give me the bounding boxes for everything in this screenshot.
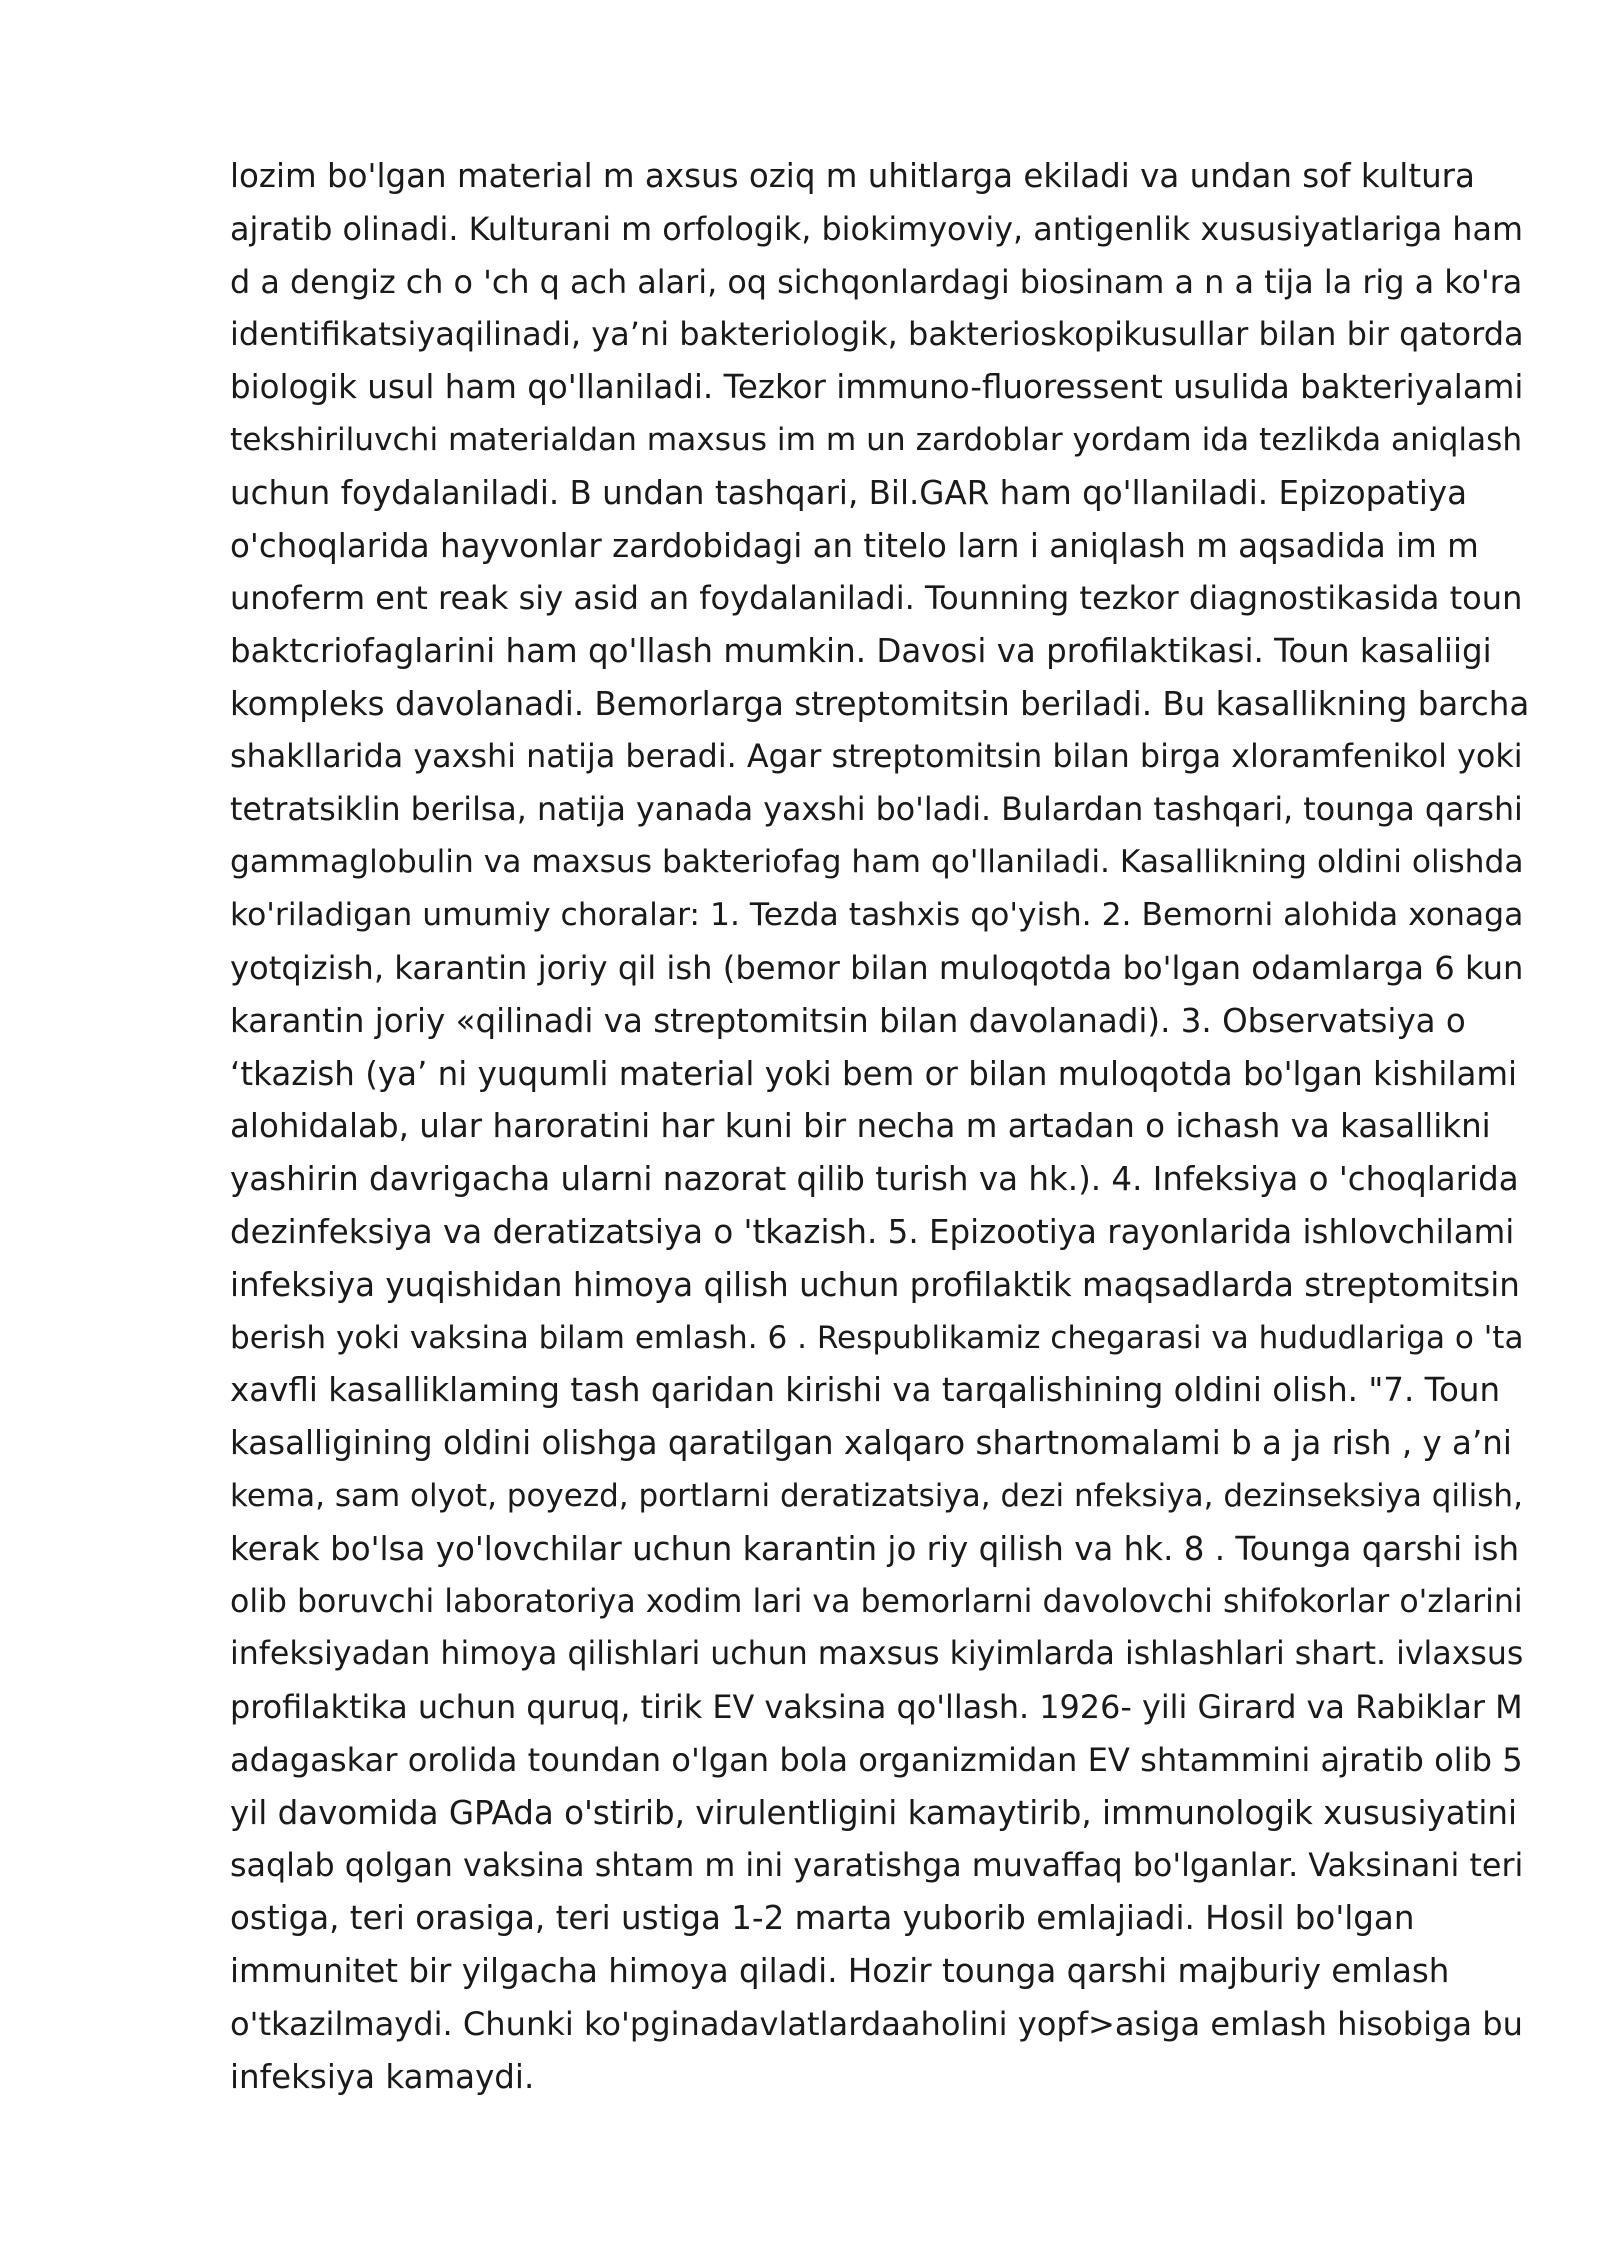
text-line: alohidalab, ular haroratini har kuni bir necha m artadan o ichash va kasallikni: [230, 1107, 1491, 1146]
text-line: ostiga, teri orasiga, teri ustiga 1-2 marta yuborib emlajiadi. Hosil bo'lgan: [230, 1899, 1415, 1938]
text-line: kompleks davolanadi. Bemorlarga streptomitsin beriladi. Bu kasallikning barcha: [230, 684, 1530, 723]
text-line: ‘tkazish (ya’ ni yuqumli material yoki bem or bilan muloqotda bo'lgan kishilami: [230, 1054, 1518, 1093]
text-line: olib boruvchi laboratoriya xodim lari va bemorlarni davolovchi shifokorlar o'zlarini: [230, 1583, 1523, 1620]
text-line: yotqizish, karantin joriy qil ish (bemor bilan muloqotda bo'lgan odamlarga 6 kun: [230, 948, 1524, 987]
text-line: unoferm ent reak siy asid an foydalaniladi. Tounning tezkor diagnostikasida toun: [230, 579, 1523, 618]
text-line: infeksiya yuqishidan himoya qilish uchun profilaktik maqsadlarda streptomitsin: [230, 1265, 1520, 1304]
text-line: infeksiya kamaydi.: [230, 2057, 535, 2096]
text-line: profilaktika uchun quruq, tirik EV vaksina qo'llash. 1926- yili Girard va Rabiklar M: [230, 1688, 1523, 1727]
text-line: lozim bo'lgan material m axsus oziq m uhitlarga ekiladi va undan sof kultura: [230, 157, 1475, 195]
text-line: biologik usul ham qo'llaniladi. Tezkor immuno-fluoressent usulida bakteriyalami: [230, 368, 1524, 407]
text-line: ajratib olinadi. Kulturani m orfologik, biokimyoviy, antigenlik xususiyatlariga ham: [230, 209, 1523, 248]
text-line: yil davomida GPAda o'stirib, virulentligini kamaytirib, immunologik xususiyatini: [230, 1793, 1518, 1832]
text-line: o'tkazilmaydi. Chunki ko'pginadavlatlardaaholini yopf>asiga emlash hisobiga bu: [230, 2004, 1523, 2043]
text-line: gammaglobulin va maxsus bakteriofag ham qo'llaniladi. Kasallikning oldini olishda: [230, 844, 1524, 881]
text-line: dezinfeksiya va deratizatsiya o 'tkazish. 5. Epizootiya rayonlarida ishlovchilami: [230, 1212, 1515, 1251]
text-line: adagaskar orolida toundan o'lgan bola organizmidan EV shtammini ajratib olib 5: [230, 1740, 1523, 1779]
text-line: tekshiriluvchi materialdan maxsus im m un zardoblar yordam ida tezlikda aniqlash: [230, 421, 1523, 458]
text-line: immunitet bir yilgacha himoya qiladi. Hozir tounga qarshi majburiy emlash: [230, 1952, 1450, 1991]
text-line: berish yoki vaksina bilam emlash. 6 . Respublikamiz chegarasi va hududlariga o 'ta: [230, 1319, 1524, 1356]
text-line: uchun foydalaniladi. B undan tashqari, Bil.GAR ham qo'llaniladi. Epizopatiya: [230, 473, 1468, 512]
text-line: o'choqlarida hayvonlar zardobidagi an titelo larn i aniqlash m aqsadida im m: [230, 526, 1479, 565]
text-line: yashirin davrigacha ularni nazorat qilib turish va hk.). 4. Infeksiya o 'choqlarida: [230, 1160, 1519, 1199]
text-line: karantin joriy «qilinadi va streptomitsin bilan davolanadi). 3. Observatsiya o: [230, 1001, 1466, 1040]
text-line: saqlab qolgan vaksina shtam m ini yaratishga muvaffaq bo'lganlar. Vaksinani teri: [230, 1847, 1524, 1884]
text-line: xavfli kasalliklaming tash qaridan kirishi va tarqalishining oldini olish. "7. Toun: [230, 1371, 1501, 1410]
text-line: tetratsiklin berilsa, natija yanada yaxshi bo'ladi. Bulardan tashqari, tounga qarshi: [230, 791, 1523, 828]
text-line: d a dengiz ch o 'ch q ach alari, oq sichqonlardagi biosinam a n a tija la rig a ko'ra: [230, 262, 1523, 301]
text-line: kema, sam olyot, poyezd, portlarni deratizatsiya, dezi nfeksiya, dezinseksiya qilish,: [230, 1477, 1523, 1514]
text-line: shakllarida yaxshi natija beradi. Agar streptomitsin bilan birga xloramfenikol yoki: [230, 737, 1523, 775]
text-line: infeksiyadan himoya qilishlari uchun maxsus kiyimlarda ishlashlari shart. ivlaxsus: [230, 1636, 1524, 1673]
text-line: kerak bo'lsa yo'lovchilar uchun karantin jo riy qilish va hk. 8 . Tounga qarshi ish: [230, 1529, 1520, 1568]
body-text: [230, 150, 1530, 2103]
text-line: identifikatsiyaqilinadi, ya’ni bakteriologik, bakterioskopikusullar bilan bir qatorda: [230, 315, 1524, 354]
text-line: ko'riladigan umumiy choralar: 1. Tezda tashxis qo'yish. 2. Bemorni alohida xonaga: [230, 897, 1524, 934]
text-line: kasalligining oldini olishga qaratilgan xalqaro shartnomalami b a ja rish , y a’ni: [230, 1424, 1512, 1463]
text-line: baktcriofaglarini ham qo'llash mumkin. Davosi va profilaktikasi. Toun kasaliigi: [230, 632, 1492, 671]
